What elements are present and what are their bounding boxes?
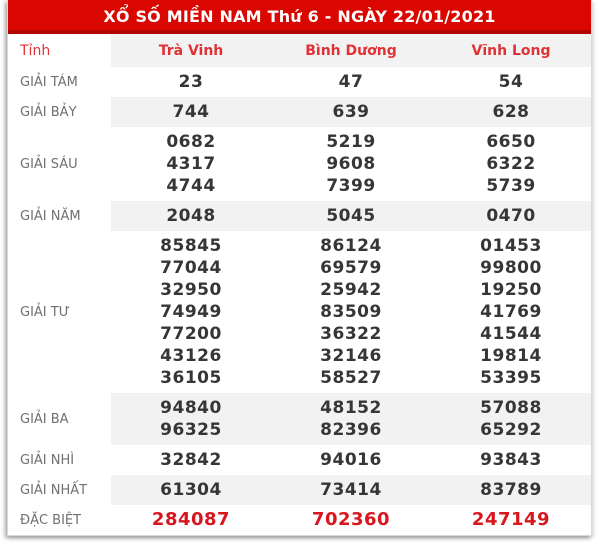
lottery-number: 47 bbox=[338, 72, 364, 92]
special-number: 247149 bbox=[471, 509, 551, 530]
prize-label: GIẢI TÁM bbox=[8, 67, 111, 97]
numbers-cell bbox=[431, 231, 591, 393]
lottery-number: 65292 bbox=[480, 420, 542, 440]
prize-label: GIẢI TƯ bbox=[8, 231, 111, 393]
lottery-number: 7399 bbox=[326, 176, 376, 196]
numbers-cell bbox=[271, 445, 431, 475]
page-title: XỔ SỐ MIỀN NAM Thứ 6 - NGÀY 22/01/2021 bbox=[103, 7, 496, 26]
numbers-cell bbox=[431, 127, 591, 201]
lottery-number: 96325 bbox=[160, 420, 222, 440]
lottery-number: 74949 bbox=[160, 302, 222, 322]
lottery-number: 94016 bbox=[320, 450, 382, 470]
prize-row-giai-nhi bbox=[8, 445, 591, 475]
numbers-cell bbox=[111, 231, 271, 393]
lottery-results-card bbox=[7, 0, 592, 536]
column-header-binh-duong: Bình Dương bbox=[271, 34, 431, 67]
numbers-cell bbox=[111, 393, 271, 445]
prize-row-giai-sau bbox=[8, 127, 591, 201]
lottery-number: 99800 bbox=[480, 258, 542, 278]
numbers-cell bbox=[111, 475, 271, 505]
lottery-number: 94840 bbox=[160, 398, 222, 418]
prize-row-giai-tu bbox=[8, 231, 591, 393]
lottery-number: 5739 bbox=[486, 176, 536, 196]
lottery-number: 2048 bbox=[166, 206, 216, 226]
lottery-number: 82396 bbox=[320, 420, 382, 440]
table-header-row bbox=[8, 34, 591, 67]
numbers-cell bbox=[431, 475, 591, 505]
lottery-number: 36105 bbox=[160, 368, 222, 388]
lottery-number: 86124 bbox=[320, 236, 382, 256]
numbers-cell bbox=[271, 505, 431, 535]
numbers-cell bbox=[271, 127, 431, 201]
title-bar bbox=[8, 0, 591, 34]
special-number: 702360 bbox=[311, 509, 391, 530]
lottery-number: 5219 bbox=[326, 132, 376, 152]
lottery-number: 639 bbox=[332, 102, 370, 122]
lottery-number: 23 bbox=[178, 72, 204, 92]
special-number: 284087 bbox=[151, 509, 231, 530]
prize-label: GIẢI BẢY bbox=[8, 97, 111, 127]
lottery-number: 6650 bbox=[486, 132, 536, 152]
numbers-cell bbox=[111, 505, 271, 535]
numbers-cell bbox=[271, 201, 431, 231]
prize-label: GIẢI BA bbox=[8, 393, 111, 445]
numbers-cell bbox=[431, 505, 591, 535]
lottery-number: 43126 bbox=[160, 346, 222, 366]
column-header-tra-vinh: Trà Vinh bbox=[111, 34, 271, 67]
lottery-number: 41544 bbox=[480, 324, 542, 344]
lottery-number: 83509 bbox=[320, 302, 382, 322]
column-header-vinh-long: Vĩnh Long bbox=[431, 34, 591, 67]
prize-row-giai-bay bbox=[8, 97, 591, 127]
numbers-cell bbox=[111, 201, 271, 231]
lottery-number: 77200 bbox=[160, 324, 222, 344]
lottery-number: 32842 bbox=[160, 450, 222, 470]
lottery-number: 4744 bbox=[166, 176, 216, 196]
prize-row-giai-tam bbox=[8, 67, 591, 97]
lottery-number: 9608 bbox=[326, 154, 376, 174]
lottery-number: 85845 bbox=[160, 236, 222, 256]
prize-label: GIẢI NĂM bbox=[8, 201, 111, 231]
lottery-number: 53395 bbox=[480, 368, 542, 388]
numbers-cell bbox=[271, 231, 431, 393]
lottery-number: 77044 bbox=[160, 258, 222, 278]
lottery-number: 19814 bbox=[480, 346, 542, 366]
lottery-number: 83789 bbox=[480, 480, 542, 500]
numbers-cell bbox=[111, 97, 271, 127]
lottery-number: 32950 bbox=[160, 280, 222, 300]
lottery-number: 4317 bbox=[166, 154, 216, 174]
lottery-number: 25942 bbox=[320, 280, 382, 300]
prize-label: GIẢI SÁU bbox=[8, 127, 111, 201]
lottery-number: 41769 bbox=[480, 302, 542, 322]
numbers-cell bbox=[111, 445, 271, 475]
lottery-number: 73414 bbox=[320, 480, 382, 500]
lottery-number: 36322 bbox=[320, 324, 382, 344]
lottery-number: 6322 bbox=[486, 154, 536, 174]
numbers-cell bbox=[271, 393, 431, 445]
numbers-cell bbox=[431, 445, 591, 475]
lottery-number: 32146 bbox=[320, 346, 382, 366]
column-header-tinh: Tỉnh bbox=[8, 34, 111, 67]
numbers-cell bbox=[431, 201, 591, 231]
numbers-cell bbox=[111, 67, 271, 97]
lottery-number: 57088 bbox=[480, 398, 542, 418]
lottery-number: 19250 bbox=[480, 280, 542, 300]
lottery-number: 0682 bbox=[166, 132, 216, 152]
lottery-number: 61304 bbox=[160, 480, 222, 500]
numbers-cell bbox=[431, 67, 591, 97]
prize-row-giai-nhat bbox=[8, 475, 591, 505]
lottery-number: 5045 bbox=[326, 206, 376, 226]
numbers-cell bbox=[271, 97, 431, 127]
numbers-cell bbox=[431, 97, 591, 127]
numbers-cell bbox=[111, 127, 271, 201]
prize-label: ĐẶC BIỆT bbox=[8, 505, 111, 535]
results-table bbox=[8, 34, 591, 535]
lottery-number: 54 bbox=[498, 72, 524, 92]
prize-row-giai-nam bbox=[8, 201, 591, 231]
prize-row-giai-ba bbox=[8, 393, 591, 445]
lottery-number: 58527 bbox=[320, 368, 382, 388]
lottery-number: 744 bbox=[172, 102, 210, 122]
prize-label: GIẢI NHÌ bbox=[8, 445, 111, 475]
lottery-number: 0470 bbox=[486, 206, 536, 226]
numbers-cell bbox=[271, 67, 431, 97]
prize-label: GIẢI NHẤT bbox=[8, 475, 111, 505]
numbers-cell bbox=[431, 393, 591, 445]
lottery-number: 628 bbox=[492, 102, 530, 122]
lottery-number: 93843 bbox=[480, 450, 542, 470]
prize-row-dac-biet bbox=[8, 505, 591, 535]
lottery-number: 48152 bbox=[320, 398, 382, 418]
numbers-cell bbox=[271, 475, 431, 505]
lottery-number: 01453 bbox=[480, 236, 542, 256]
lottery-number: 69579 bbox=[320, 258, 382, 278]
